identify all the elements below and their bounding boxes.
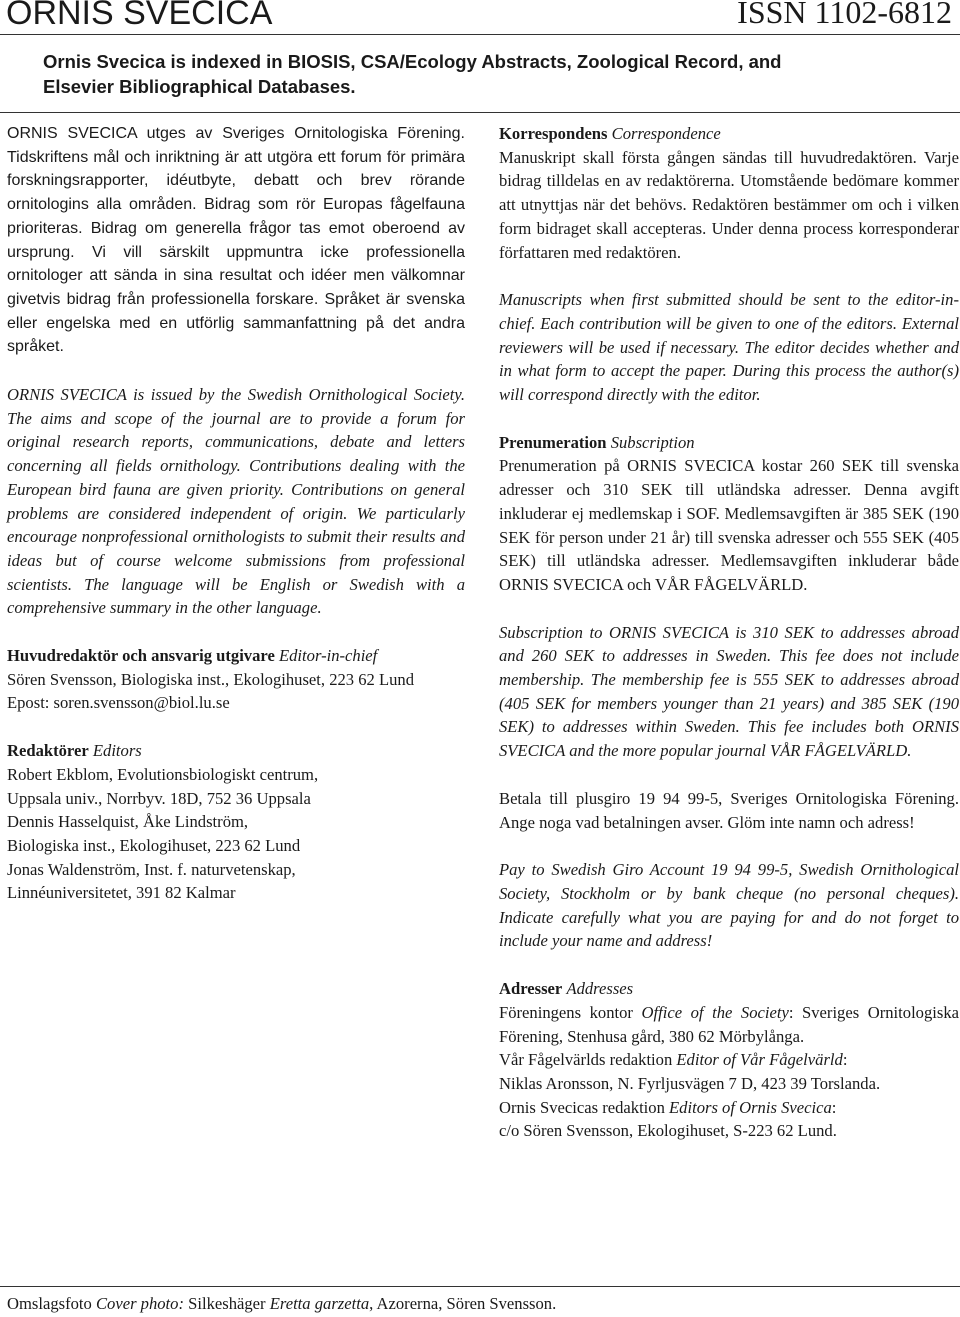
footer-species-sv: Silkeshäger bbox=[188, 1294, 266, 1313]
sub-head-en: Subscription bbox=[610, 432, 695, 452]
addr-vf-sv: Vår Fågelvärlds redaktion bbox=[499, 1050, 673, 1070]
right-column bbox=[499, 122, 959, 1143]
editors-head-en: Editors bbox=[92, 741, 142, 761]
correspondence-swedish: Manuskript skall första gången sändas till huvudredaktören. Varje bidrag tilldelas en av redaktörerna. Utomstående bedömare kommer att utnyttjas när det behövs. Redaktören bestämmer om och i vilken form bidraget skall accepteras. Under denna process korresponderar författaren med redaktören. bbox=[499, 147, 959, 262]
editor-line-2: Epost: soren.svensson@biol.lu.se bbox=[7, 693, 230, 713]
addr-head-sv: Adresser bbox=[499, 979, 563, 999]
addr-os-en: Editors of Ornis Svecica bbox=[669, 1097, 832, 1117]
left-column bbox=[7, 122, 465, 905]
payment-swedish: Betala till plusgiro 19 94 99-5, Sveriges Ornitologiska Förening. Ange noga vad betalningen avser. Glöm inte namn och adress! bbox=[499, 788, 959, 832]
footer-label-sv: Omslagsfoto bbox=[7, 1294, 92, 1313]
cover-photo-footer bbox=[0, 1286, 960, 1313]
editor-in-chief-section bbox=[7, 644, 465, 715]
cover-photo-credit bbox=[7, 1294, 556, 1314]
addr-office-en: Office of the Society bbox=[641, 1002, 789, 1022]
intro-english: ORNIS SVECICA is issued by the Swedish Ornithological Society. The aims and scope of the journal are to provide a forum for original research reports, communications, debate and letters concerning all fields ornithology. Contributions dealing with the European bird fauna are given priority. Contributions on general problems are considered independent of origin. We particularly encourage nonprofessional ornithologists to submit their results and ideas but of course welcome submissions from professional scientists. The language will be English or Swedish with a comprehensive summary in the other language. bbox=[7, 385, 465, 618]
addr-office-sv: Föreningens kontor bbox=[499, 1002, 633, 1022]
addr-vf-en: Editor of Vår Fågelvärld bbox=[676, 1050, 843, 1070]
editors-line: Linnéuniversitetet, 391 82 Kalmar bbox=[7, 883, 236, 903]
addr-vf-value: Niklas Aronsson, N. Fyrljusvägen 7 D, 423 39 Torslanda. bbox=[499, 1073, 881, 1093]
addr-os-value: c/o Sören Svensson, Ekologihuset, S-223 62 Lund. bbox=[499, 1121, 837, 1141]
editors-line: Robert Ekblom, Evolutionsbiologiskt centrum, bbox=[7, 764, 319, 784]
editor-head-sv: Huvudredaktör och ansvarig utgivare bbox=[7, 646, 275, 666]
footer-species-latin: Eretta garzetta bbox=[269, 1294, 370, 1313]
addresses-section: Adresser Addresses Föreningens kontor Office of the Society: Sveriges Ornitologiska Förening, Stenhusa gård, 380 62 Mörbylånga. Vår Fågelvärlds redaktion Editor of Vår Fågelvärld: Niklas Aronsson, N. Fyrljusvägen 7 D, 423 39 Torslanda. Ornis Svecicas redaktion Editors of Ornis Svecica: c/o Sören Svensson, Ekologihuset, S-223 62 Lund. bbox=[499, 977, 959, 1143]
subscription-section bbox=[499, 431, 959, 455]
editors-line: Dennis Hasselquist, Åke Lindström, bbox=[7, 812, 249, 832]
index-notice: Ornis Svecica is indexed in BIOSIS, CSA/Ecology Abstracts, Zoological Record, and Elsevier Bibliographical Databases. bbox=[43, 51, 782, 97]
editors-line: Biologiska inst., Ekologihuset, 223 62 Lund bbox=[7, 835, 301, 855]
corr-head-sv: Korrespondens bbox=[499, 124, 608, 143]
editors-line: Uppsala univ., Norrbyv. 18D, 752 36 Uppsala bbox=[7, 788, 311, 808]
corr-head-en: Correspondence bbox=[611, 124, 721, 143]
intro-swedish: ORNIS SVECICA utges av Sveriges Ornitologiska Förening. Tidskriftens mål och inriktning är att utgöra ett forum för primära forskningsrapporter, idéutbyte, debatt och brev rörande ornitologins alla områden. Bidrag som rör Europas fågelfauna prioriteras. Bidrag om generella frågor tas emot oberoend av ursprung. Vi vill särskilt uppmuntra icke professionella ornitologer att sända in sina resultat och idéer men välkomnar givetvis bidrag från professionella forskare. Språket är svenska eller engelska med en utförlig sammanfattning på det andra språket. bbox=[7, 125, 465, 356]
editor-line-1: Sören Svensson, Biologiska inst., Ekologihuset, 223 62 Lund bbox=[7, 669, 415, 689]
payment-english: Pay to Swedish Giro Account 19 94 99-5, Swedish Ornithological Society, Stockholm or by bank cheque (no personal cheques). Indicate carefully what you are paying for and do not forget to include your name and address! bbox=[499, 860, 959, 951]
issn-number: ISSN 1102-6812 bbox=[737, 0, 952, 30]
subscription-swedish: Prenumeration på ORNIS SVECICA kostar 260 SEK till svenska adresser och 310 SEK till utländska adresser. Denna avgift inkluderar ej medlemskap i SOF. Medlemsavgiften är 385 SEK (190 SEK för person under 21 år) till svenska adresser och 555 SEK (405 SEK) till utländska adresser. Medlemsavgiften inkluderar både ORNIS SVECICA och VÅR FÅGELVÄRLD. bbox=[499, 456, 959, 594]
addr-office-value: : Sveriges Ornitologiska Förening, Stenhusa gård, 380 62 Mörbylånga. bbox=[499, 1002, 960, 1046]
sub-head-sv: Prenumeration bbox=[499, 432, 607, 452]
footer-rest: , Azorerna, Sören Svensson. bbox=[369, 1294, 557, 1313]
editor-head-en: Editor-in-chief bbox=[279, 646, 378, 666]
editors-line: Jonas Waldenström, Inst. f. naturvetenskap, bbox=[7, 859, 296, 879]
index-notice-box bbox=[0, 34, 960, 113]
editors-section bbox=[7, 739, 465, 905]
addr-os-sv: Ornis Svecicas redaktion bbox=[499, 1097, 665, 1117]
editors-head-sv: Redaktörer bbox=[7, 741, 89, 761]
journal-title: ORNIS SVECICA bbox=[6, 0, 273, 32]
correspondence-english: Manuscripts when first submitted should be sent to the editor-in-chief. Each contribution will be given to one of the editors. External reviewers will be used if necessary. The editor decides whether and in what form to accept the paper. During this process the author(s) will correspond directly with the editor. bbox=[499, 290, 959, 405]
subscription-english: Subscription to ORNIS SVECICA is 310 SEK to addresses abroad and 260 SEK to addresses in Sweden. This fee does not include membership. The membership fee is 555 SEK to addresses abroad (405 SEK for members younger than 21 years) and 385 SEK (190 SEK) to addresses within Sweden. This fee includes both ORNIS SVECICA and the more popular journal VÅR FÅGELVÄRLD. bbox=[499, 622, 959, 761]
footer-label-en: Cover photo: bbox=[95, 1294, 184, 1313]
correspondence-section bbox=[499, 122, 959, 146]
addr-head-en: Addresses bbox=[566, 979, 634, 999]
